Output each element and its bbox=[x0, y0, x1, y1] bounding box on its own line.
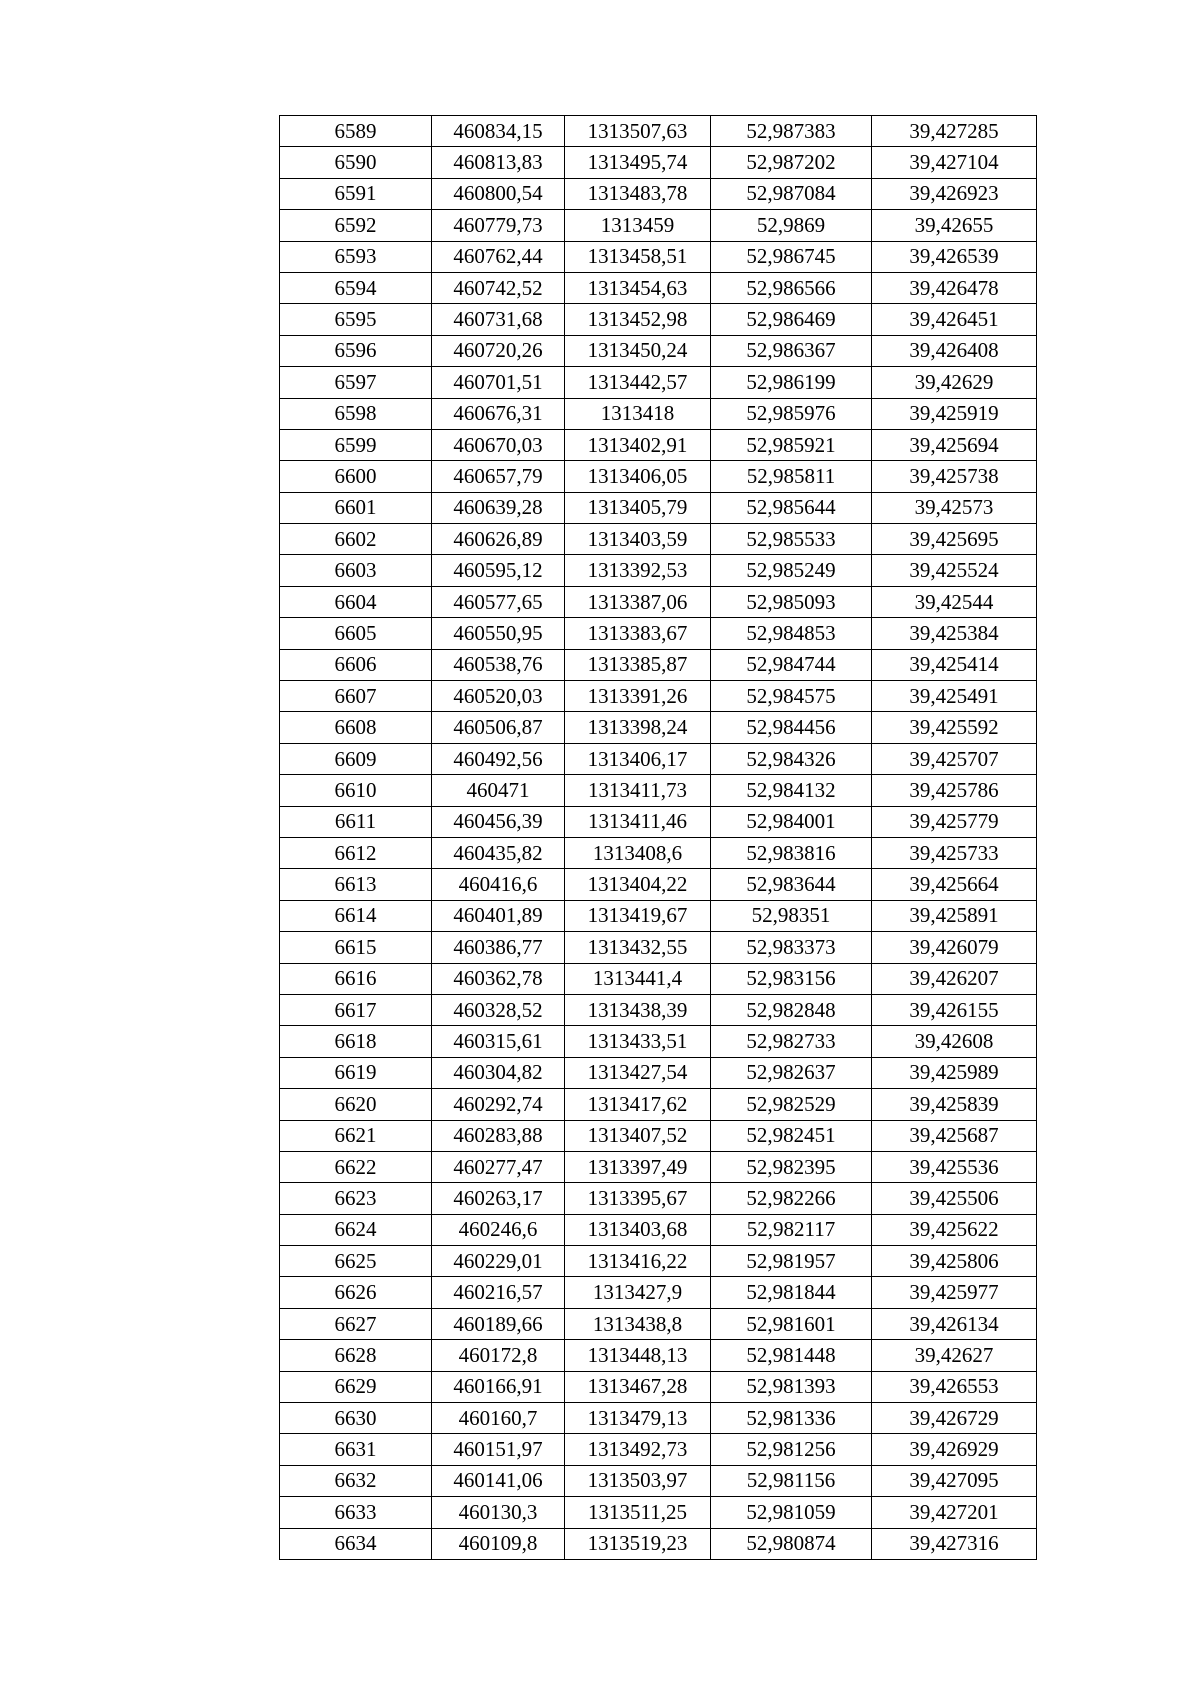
point-number-cell: 6592 bbox=[280, 210, 432, 241]
point-number-cell: 6600 bbox=[280, 461, 432, 492]
latitude-cell: 52,981957 bbox=[711, 1246, 872, 1277]
x-coordinate-cell: 460292,74 bbox=[432, 1089, 565, 1120]
table-row bbox=[280, 618, 1037, 649]
table-row bbox=[280, 586, 1037, 617]
x-coordinate-cell: 460701,51 bbox=[432, 367, 565, 398]
latitude-cell: 52,986745 bbox=[711, 241, 872, 272]
table-row bbox=[280, 1151, 1037, 1182]
point-number-cell: 6601 bbox=[280, 492, 432, 523]
latitude-cell: 52,984001 bbox=[711, 806, 872, 837]
longitude-cell: 39,425738 bbox=[872, 461, 1037, 492]
longitude-cell: 39,425733 bbox=[872, 837, 1037, 868]
table-row bbox=[280, 335, 1037, 366]
y-coordinate-cell: 1313418 bbox=[565, 398, 711, 429]
table-row bbox=[280, 837, 1037, 868]
y-coordinate-cell: 1313385,87 bbox=[565, 649, 711, 680]
latitude-cell: 52,984326 bbox=[711, 743, 872, 774]
x-coordinate-cell: 460189,66 bbox=[432, 1308, 565, 1339]
point-number-cell: 6625 bbox=[280, 1246, 432, 1277]
table-row bbox=[280, 1465, 1037, 1496]
y-coordinate-cell: 1313511,25 bbox=[565, 1497, 711, 1528]
latitude-cell: 52,981336 bbox=[711, 1403, 872, 1434]
point-number-cell: 6597 bbox=[280, 367, 432, 398]
point-number-cell: 6606 bbox=[280, 649, 432, 680]
table-row bbox=[280, 1308, 1037, 1339]
longitude-cell: 39,426539 bbox=[872, 241, 1037, 272]
x-coordinate-cell: 460166,91 bbox=[432, 1371, 565, 1402]
y-coordinate-cell: 1313391,26 bbox=[565, 681, 711, 712]
longitude-cell: 39,426155 bbox=[872, 994, 1037, 1025]
point-number-cell: 6621 bbox=[280, 1120, 432, 1151]
y-coordinate-cell: 1313452,98 bbox=[565, 304, 711, 335]
longitude-cell: 39,427104 bbox=[872, 147, 1037, 178]
x-coordinate-cell: 460172,8 bbox=[432, 1340, 565, 1371]
point-number-cell: 6617 bbox=[280, 994, 432, 1025]
y-coordinate-cell: 1313407,52 bbox=[565, 1120, 711, 1151]
point-number-cell: 6630 bbox=[280, 1403, 432, 1434]
latitude-cell: 52,985093 bbox=[711, 586, 872, 617]
table-row bbox=[280, 1120, 1037, 1151]
x-coordinate-cell: 460263,17 bbox=[432, 1183, 565, 1214]
table-row bbox=[280, 1434, 1037, 1465]
point-number-cell: 6590 bbox=[280, 147, 432, 178]
longitude-cell: 39,425779 bbox=[872, 806, 1037, 837]
point-number-cell: 6613 bbox=[280, 869, 432, 900]
longitude-cell: 39,425694 bbox=[872, 429, 1037, 460]
table-row bbox=[280, 492, 1037, 523]
latitude-cell: 52,981393 bbox=[711, 1371, 872, 1402]
y-coordinate-cell: 1313397,49 bbox=[565, 1151, 711, 1182]
table-row bbox=[280, 1246, 1037, 1277]
point-number-cell: 6633 bbox=[280, 1497, 432, 1528]
x-coordinate-cell: 460435,82 bbox=[432, 837, 565, 868]
longitude-cell: 39,426923 bbox=[872, 178, 1037, 209]
x-coordinate-cell: 460834,15 bbox=[432, 116, 565, 147]
latitude-cell: 52,984132 bbox=[711, 775, 872, 806]
table-row bbox=[280, 963, 1037, 994]
table-body bbox=[280, 116, 1037, 1560]
point-number-cell: 6619 bbox=[280, 1057, 432, 1088]
latitude-cell: 52,987084 bbox=[711, 178, 872, 209]
x-coordinate-cell: 460742,52 bbox=[432, 272, 565, 303]
point-number-cell: 6616 bbox=[280, 963, 432, 994]
point-number-cell: 6609 bbox=[280, 743, 432, 774]
x-coordinate-cell: 460304,82 bbox=[432, 1057, 565, 1088]
table-row bbox=[280, 398, 1037, 429]
longitude-cell: 39,427285 bbox=[872, 116, 1037, 147]
table-row bbox=[280, 1497, 1037, 1528]
table-row bbox=[280, 994, 1037, 1025]
x-coordinate-cell: 460538,76 bbox=[432, 649, 565, 680]
latitude-cell: 52,983816 bbox=[711, 837, 872, 868]
table-row bbox=[280, 147, 1037, 178]
table-row bbox=[280, 210, 1037, 241]
x-coordinate-cell: 460362,78 bbox=[432, 963, 565, 994]
x-coordinate-cell: 460277,47 bbox=[432, 1151, 565, 1182]
table-row bbox=[280, 1057, 1037, 1088]
point-number-cell: 6632 bbox=[280, 1465, 432, 1496]
table-row bbox=[280, 1183, 1037, 1214]
longitude-cell: 39,42629 bbox=[872, 367, 1037, 398]
x-coordinate-cell: 460762,44 bbox=[432, 241, 565, 272]
x-coordinate-cell: 460386,77 bbox=[432, 932, 565, 963]
latitude-cell: 52,986566 bbox=[711, 272, 872, 303]
point-number-cell: 6599 bbox=[280, 429, 432, 460]
y-coordinate-cell: 1313438,8 bbox=[565, 1308, 711, 1339]
point-number-cell: 6612 bbox=[280, 837, 432, 868]
table-row bbox=[280, 178, 1037, 209]
point-number-cell: 6614 bbox=[280, 900, 432, 931]
latitude-cell: 52,982848 bbox=[711, 994, 872, 1025]
longitude-cell: 39,425524 bbox=[872, 555, 1037, 586]
table-row bbox=[280, 555, 1037, 586]
latitude-cell: 52,986199 bbox=[711, 367, 872, 398]
y-coordinate-cell: 1313408,6 bbox=[565, 837, 711, 868]
x-coordinate-cell: 460471 bbox=[432, 775, 565, 806]
point-number-cell: 6615 bbox=[280, 932, 432, 963]
point-number-cell: 6608 bbox=[280, 712, 432, 743]
table-row bbox=[280, 116, 1037, 147]
longitude-cell: 39,426478 bbox=[872, 272, 1037, 303]
y-coordinate-cell: 1313432,55 bbox=[565, 932, 711, 963]
y-coordinate-cell: 1313458,51 bbox=[565, 241, 711, 272]
latitude-cell: 52,981256 bbox=[711, 1434, 872, 1465]
y-coordinate-cell: 1313406,05 bbox=[565, 461, 711, 492]
longitude-cell: 39,426929 bbox=[872, 1434, 1037, 1465]
point-number-cell: 6618 bbox=[280, 1026, 432, 1057]
x-coordinate-cell: 460779,73 bbox=[432, 210, 565, 241]
table-row bbox=[280, 775, 1037, 806]
latitude-cell: 52,985921 bbox=[711, 429, 872, 460]
point-number-cell: 6602 bbox=[280, 524, 432, 555]
table-row bbox=[280, 1026, 1037, 1057]
y-coordinate-cell: 1313406,17 bbox=[565, 743, 711, 774]
x-coordinate-cell: 460720,26 bbox=[432, 335, 565, 366]
latitude-cell: 52,984575 bbox=[711, 681, 872, 712]
latitude-cell: 52,983156 bbox=[711, 963, 872, 994]
table-row bbox=[280, 1277, 1037, 1308]
point-number-cell: 6629 bbox=[280, 1371, 432, 1402]
y-coordinate-cell: 1313448,13 bbox=[565, 1340, 711, 1371]
table-row bbox=[280, 429, 1037, 460]
x-coordinate-cell: 460246,6 bbox=[432, 1214, 565, 1245]
longitude-cell: 39,425384 bbox=[872, 618, 1037, 649]
y-coordinate-cell: 1313403,68 bbox=[565, 1214, 711, 1245]
latitude-cell: 52,985533 bbox=[711, 524, 872, 555]
table-row bbox=[280, 681, 1037, 712]
longitude-cell: 39,425506 bbox=[872, 1183, 1037, 1214]
longitude-cell: 39,427201 bbox=[872, 1497, 1037, 1528]
y-coordinate-cell: 1313392,53 bbox=[565, 555, 711, 586]
point-number-cell: 6595 bbox=[280, 304, 432, 335]
table-row bbox=[280, 241, 1037, 272]
longitude-cell: 39,426729 bbox=[872, 1403, 1037, 1434]
x-coordinate-cell: 460676,31 bbox=[432, 398, 565, 429]
longitude-cell: 39,425989 bbox=[872, 1057, 1037, 1088]
longitude-cell: 39,42544 bbox=[872, 586, 1037, 617]
longitude-cell: 39,42627 bbox=[872, 1340, 1037, 1371]
longitude-cell: 39,42655 bbox=[872, 210, 1037, 241]
coordinates-table bbox=[279, 115, 1037, 1560]
table-row bbox=[280, 367, 1037, 398]
latitude-cell: 52,981448 bbox=[711, 1340, 872, 1371]
y-coordinate-cell: 1313450,24 bbox=[565, 335, 711, 366]
y-coordinate-cell: 1313417,62 bbox=[565, 1089, 711, 1120]
x-coordinate-cell: 460800,54 bbox=[432, 178, 565, 209]
longitude-cell: 39,425707 bbox=[872, 743, 1037, 774]
y-coordinate-cell: 1313467,28 bbox=[565, 1371, 711, 1402]
x-coordinate-cell: 460283,88 bbox=[432, 1120, 565, 1151]
table-row bbox=[280, 1340, 1037, 1371]
table-row bbox=[280, 932, 1037, 963]
x-coordinate-cell: 460160,7 bbox=[432, 1403, 565, 1434]
x-coordinate-cell: 460670,03 bbox=[432, 429, 565, 460]
point-number-cell: 6594 bbox=[280, 272, 432, 303]
table-row bbox=[280, 1371, 1037, 1402]
y-coordinate-cell: 1313503,97 bbox=[565, 1465, 711, 1496]
latitude-cell: 52,9869 bbox=[711, 210, 872, 241]
y-coordinate-cell: 1313387,06 bbox=[565, 586, 711, 617]
x-coordinate-cell: 460595,12 bbox=[432, 555, 565, 586]
table-row bbox=[280, 900, 1037, 931]
point-number-cell: 6596 bbox=[280, 335, 432, 366]
x-coordinate-cell: 460456,39 bbox=[432, 806, 565, 837]
table-row bbox=[280, 806, 1037, 837]
latitude-cell: 52,985976 bbox=[711, 398, 872, 429]
point-number-cell: 6603 bbox=[280, 555, 432, 586]
longitude-cell: 39,426134 bbox=[872, 1308, 1037, 1339]
longitude-cell: 39,425839 bbox=[872, 1089, 1037, 1120]
table-row bbox=[280, 272, 1037, 303]
y-coordinate-cell: 1313438,39 bbox=[565, 994, 711, 1025]
point-number-cell: 6623 bbox=[280, 1183, 432, 1214]
longitude-cell: 39,425687 bbox=[872, 1120, 1037, 1151]
x-coordinate-cell: 460328,52 bbox=[432, 994, 565, 1025]
longitude-cell: 39,425414 bbox=[872, 649, 1037, 680]
latitude-cell: 52,984744 bbox=[711, 649, 872, 680]
latitude-cell: 52,981156 bbox=[711, 1465, 872, 1496]
latitude-cell: 52,983644 bbox=[711, 869, 872, 900]
latitude-cell: 52,982266 bbox=[711, 1183, 872, 1214]
latitude-cell: 52,982451 bbox=[711, 1120, 872, 1151]
latitude-cell: 52,981601 bbox=[711, 1308, 872, 1339]
y-coordinate-cell: 1313427,9 bbox=[565, 1277, 711, 1308]
x-coordinate-cell: 460141,06 bbox=[432, 1465, 565, 1496]
point-number-cell: 6605 bbox=[280, 618, 432, 649]
y-coordinate-cell: 1313398,24 bbox=[565, 712, 711, 743]
latitude-cell: 52,982117 bbox=[711, 1214, 872, 1245]
x-coordinate-cell: 460520,03 bbox=[432, 681, 565, 712]
x-coordinate-cell: 460577,65 bbox=[432, 586, 565, 617]
latitude-cell: 52,982637 bbox=[711, 1057, 872, 1088]
latitude-cell: 52,984456 bbox=[711, 712, 872, 743]
x-coordinate-cell: 460151,97 bbox=[432, 1434, 565, 1465]
table-row bbox=[280, 743, 1037, 774]
y-coordinate-cell: 1313395,67 bbox=[565, 1183, 711, 1214]
point-number-cell: 6634 bbox=[280, 1528, 432, 1559]
y-coordinate-cell: 1313427,54 bbox=[565, 1057, 711, 1088]
latitude-cell: 52,982733 bbox=[711, 1026, 872, 1057]
x-coordinate-cell: 460216,57 bbox=[432, 1277, 565, 1308]
point-number-cell: 6631 bbox=[280, 1434, 432, 1465]
latitude-cell: 52,987202 bbox=[711, 147, 872, 178]
table-row bbox=[280, 1089, 1037, 1120]
point-number-cell: 6610 bbox=[280, 775, 432, 806]
point-number-cell: 6627 bbox=[280, 1308, 432, 1339]
x-coordinate-cell: 460657,79 bbox=[432, 461, 565, 492]
point-number-cell: 6626 bbox=[280, 1277, 432, 1308]
point-number-cell: 6624 bbox=[280, 1214, 432, 1245]
longitude-cell: 39,425491 bbox=[872, 681, 1037, 712]
longitude-cell: 39,425536 bbox=[872, 1151, 1037, 1182]
point-number-cell: 6591 bbox=[280, 178, 432, 209]
longitude-cell: 39,42608 bbox=[872, 1026, 1037, 1057]
latitude-cell: 52,983373 bbox=[711, 932, 872, 963]
table-row bbox=[280, 649, 1037, 680]
point-number-cell: 6620 bbox=[280, 1089, 432, 1120]
y-coordinate-cell: 1313483,78 bbox=[565, 178, 711, 209]
latitude-cell: 52,985644 bbox=[711, 492, 872, 523]
x-coordinate-cell: 460401,89 bbox=[432, 900, 565, 931]
x-coordinate-cell: 460416,6 bbox=[432, 869, 565, 900]
x-coordinate-cell: 460229,01 bbox=[432, 1246, 565, 1277]
table-row bbox=[280, 524, 1037, 555]
longitude-cell: 39,426451 bbox=[872, 304, 1037, 335]
y-coordinate-cell: 1313419,67 bbox=[565, 900, 711, 931]
x-coordinate-cell: 460639,28 bbox=[432, 492, 565, 523]
latitude-cell: 52,981059 bbox=[711, 1497, 872, 1528]
y-coordinate-cell: 1313507,63 bbox=[565, 116, 711, 147]
x-coordinate-cell: 460813,83 bbox=[432, 147, 565, 178]
y-coordinate-cell: 1313479,13 bbox=[565, 1403, 711, 1434]
latitude-cell: 52,986469 bbox=[711, 304, 872, 335]
latitude-cell: 52,986367 bbox=[711, 335, 872, 366]
longitude-cell: 39,427095 bbox=[872, 1465, 1037, 1496]
x-coordinate-cell: 460492,56 bbox=[432, 743, 565, 774]
latitude-cell: 52,987383 bbox=[711, 116, 872, 147]
longitude-cell: 39,425806 bbox=[872, 1246, 1037, 1277]
longitude-cell: 39,425622 bbox=[872, 1214, 1037, 1245]
y-coordinate-cell: 1313402,91 bbox=[565, 429, 711, 460]
x-coordinate-cell: 460626,89 bbox=[432, 524, 565, 555]
y-coordinate-cell: 1313519,23 bbox=[565, 1528, 711, 1559]
y-coordinate-cell: 1313416,22 bbox=[565, 1246, 711, 1277]
y-coordinate-cell: 1313495,74 bbox=[565, 147, 711, 178]
point-number-cell: 6622 bbox=[280, 1151, 432, 1182]
point-number-cell: 6628 bbox=[280, 1340, 432, 1371]
longitude-cell: 39,425919 bbox=[872, 398, 1037, 429]
y-coordinate-cell: 1313454,63 bbox=[565, 272, 711, 303]
table-row bbox=[280, 869, 1037, 900]
longitude-cell: 39,425664 bbox=[872, 869, 1037, 900]
y-coordinate-cell: 1313459 bbox=[565, 210, 711, 241]
longitude-cell: 39,427316 bbox=[872, 1528, 1037, 1559]
longitude-cell: 39,425977 bbox=[872, 1277, 1037, 1308]
point-number-cell: 6593 bbox=[280, 241, 432, 272]
point-number-cell: 6611 bbox=[280, 806, 432, 837]
latitude-cell: 52,982395 bbox=[711, 1151, 872, 1182]
point-number-cell: 6604 bbox=[280, 586, 432, 617]
y-coordinate-cell: 1313442,57 bbox=[565, 367, 711, 398]
longitude-cell: 39,425891 bbox=[872, 900, 1037, 931]
table-row bbox=[280, 1214, 1037, 1245]
table-row bbox=[280, 304, 1037, 335]
longitude-cell: 39,426408 bbox=[872, 335, 1037, 366]
longitude-cell: 39,425592 bbox=[872, 712, 1037, 743]
latitude-cell: 52,984853 bbox=[711, 618, 872, 649]
x-coordinate-cell: 460731,68 bbox=[432, 304, 565, 335]
point-number-cell: 6607 bbox=[280, 681, 432, 712]
y-coordinate-cell: 1313383,67 bbox=[565, 618, 711, 649]
y-coordinate-cell: 1313404,22 bbox=[565, 869, 711, 900]
point-number-cell: 6598 bbox=[280, 398, 432, 429]
latitude-cell: 52,985249 bbox=[711, 555, 872, 586]
table-row bbox=[280, 1403, 1037, 1434]
y-coordinate-cell: 1313492,73 bbox=[565, 1434, 711, 1465]
latitude-cell: 52,985811 bbox=[711, 461, 872, 492]
x-coordinate-cell: 460506,87 bbox=[432, 712, 565, 743]
y-coordinate-cell: 1313411,46 bbox=[565, 806, 711, 837]
y-coordinate-cell: 1313405,79 bbox=[565, 492, 711, 523]
longitude-cell: 39,425786 bbox=[872, 775, 1037, 806]
latitude-cell: 52,982529 bbox=[711, 1089, 872, 1120]
point-number-cell: 6589 bbox=[280, 116, 432, 147]
table-row bbox=[280, 461, 1037, 492]
longitude-cell: 39,426553 bbox=[872, 1371, 1037, 1402]
longitude-cell: 39,426079 bbox=[872, 932, 1037, 963]
y-coordinate-cell: 1313441,4 bbox=[565, 963, 711, 994]
x-coordinate-cell: 460109,8 bbox=[432, 1528, 565, 1559]
longitude-cell: 39,42573 bbox=[872, 492, 1037, 523]
y-coordinate-cell: 1313433,51 bbox=[565, 1026, 711, 1057]
x-coordinate-cell: 460130,3 bbox=[432, 1497, 565, 1528]
longitude-cell: 39,426207 bbox=[872, 963, 1037, 994]
y-coordinate-cell: 1313403,59 bbox=[565, 524, 711, 555]
table-row bbox=[280, 712, 1037, 743]
x-coordinate-cell: 460315,61 bbox=[432, 1026, 565, 1057]
table-row bbox=[280, 1528, 1037, 1559]
latitude-cell: 52,98351 bbox=[711, 900, 872, 931]
x-coordinate-cell: 460550,95 bbox=[432, 618, 565, 649]
latitude-cell: 52,980874 bbox=[711, 1528, 872, 1559]
y-coordinate-cell: 1313411,73 bbox=[565, 775, 711, 806]
latitude-cell: 52,981844 bbox=[711, 1277, 872, 1308]
longitude-cell: 39,425695 bbox=[872, 524, 1037, 555]
